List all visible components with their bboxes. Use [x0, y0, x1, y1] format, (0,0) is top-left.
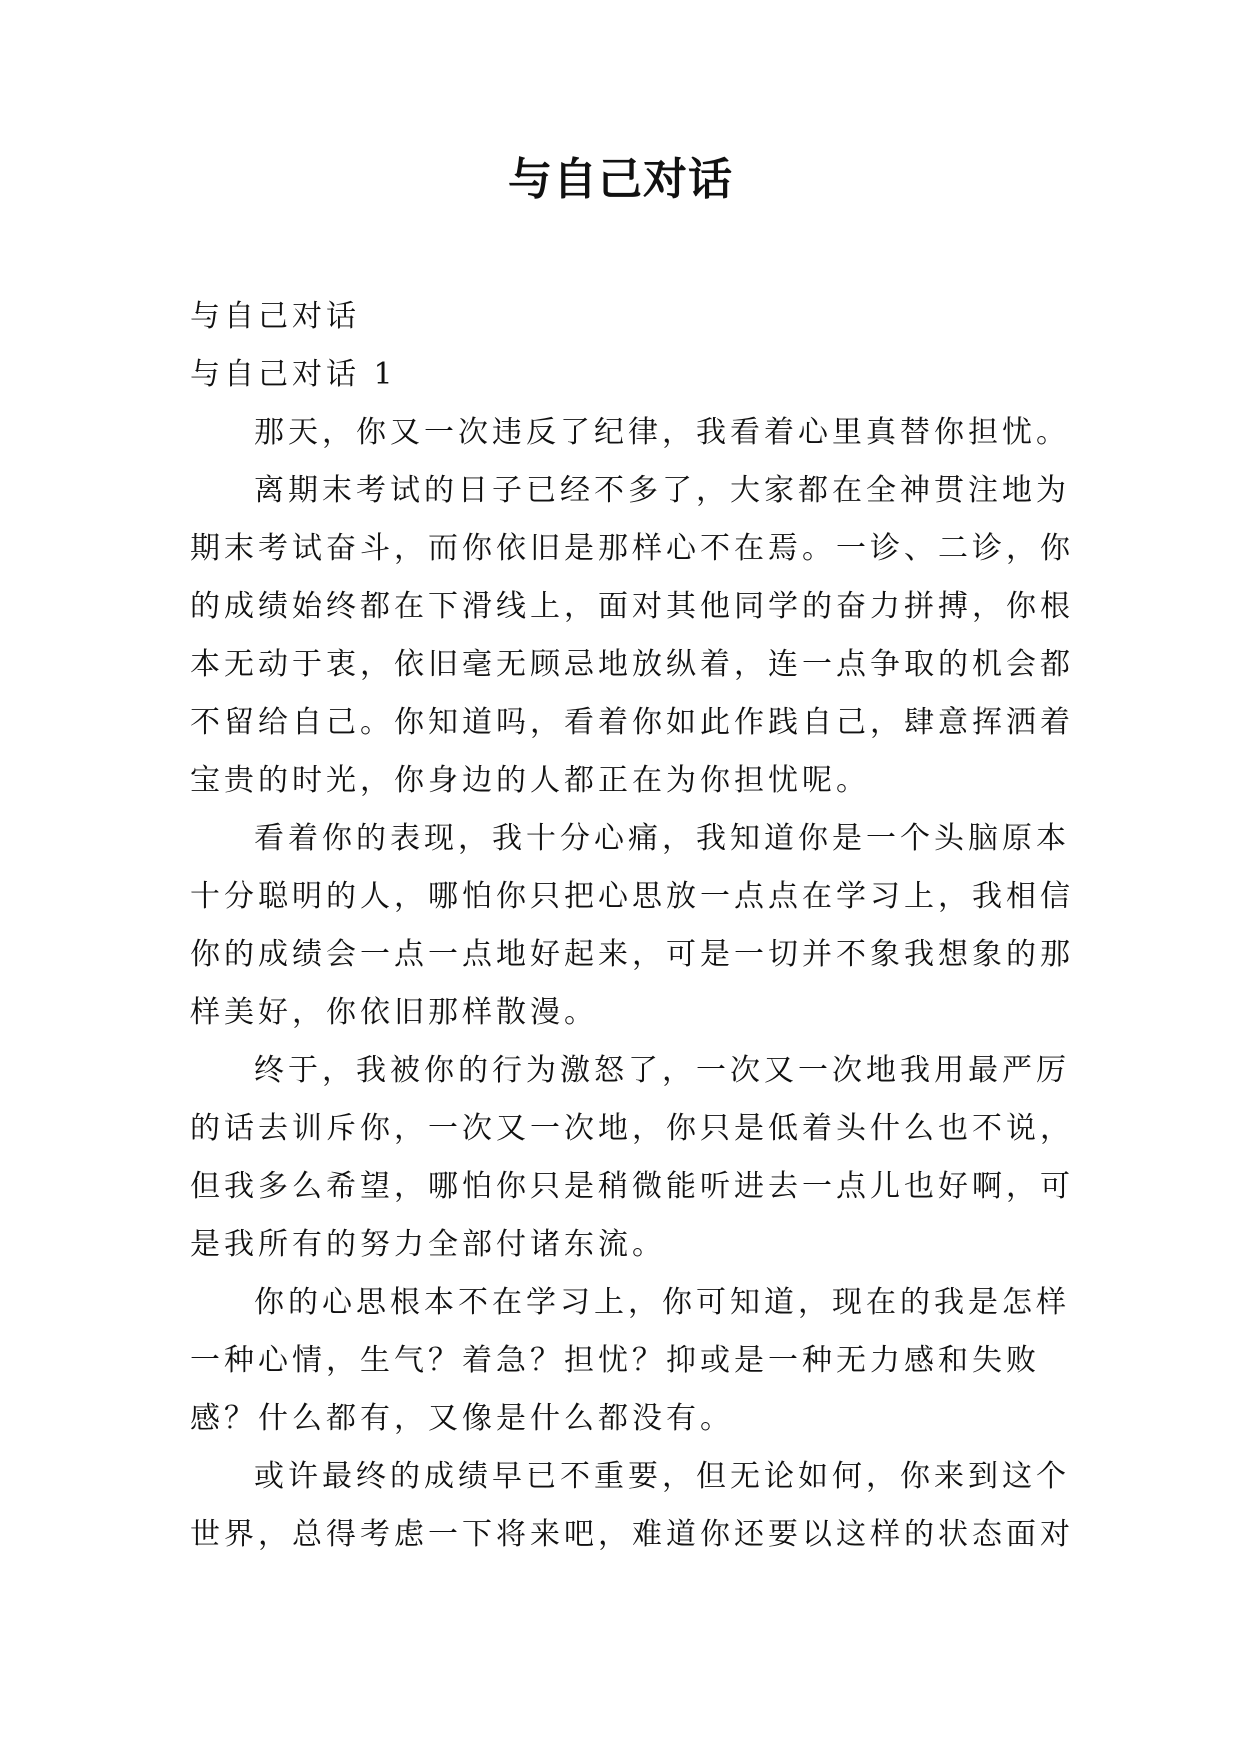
text-line: 但我多么希望，哪怕你只是稍微能听进去一点儿也好啊，可 — [190, 1169, 1074, 1204]
text-line: 样美好，你依旧那样散漫。 — [190, 995, 598, 1030]
text-line: 不留给自己。你知道吗，看着你如此作践自己，肆意挥洒着 — [190, 705, 1074, 740]
text-line: 一种心情，生气？着急？担忧？抑或是一种无力感和失败 — [190, 1343, 1040, 1378]
text-line: 的成绩始终都在下滑线上，面对其他同学的奋力拼搏，你根 — [190, 589, 1074, 624]
text-line: 感？什么都有，又像是什么都没有。 — [190, 1401, 734, 1436]
text-line: 或许最终的成绩早已不重要，但无论如何，你来到这个 — [254, 1459, 1070, 1494]
text-line: 的话去训斥你，一次又一次地，你只是低着头什么也不说， — [190, 1111, 1074, 1146]
text-line: 宝贵的时光，你身边的人都正在为你担忧呢。 — [190, 763, 870, 798]
text-line: 离期末考试的日子已经不多了，大家都在全神贯注地为 — [254, 473, 1070, 508]
text-line: 与自己对话 1 — [190, 357, 397, 392]
text-line: 你的心思根本不在学习上，你可知道，现在的我是怎样 — [254, 1285, 1070, 1320]
text-line: 是我所有的努力全部付诸东流。 — [190, 1227, 666, 1262]
text-line: 期末考试奋斗，而你依旧是那样心不在焉。一诊、二诊，你 — [190, 531, 1074, 566]
text-line: 本无动于衷，依旧毫无顾忌地放纵着，连一点争取的机会都 — [190, 647, 1074, 682]
text-line: 与自己对话 — [190, 299, 360, 334]
text-line: 世界，总得考虑一下将来吧，难道你还要以这样的状态面对 — [190, 1517, 1074, 1552]
text-line: 那天，你又一次违反了纪律，我看着心里真替你担忧。 — [254, 415, 1070, 450]
document-title: 与自己对话 — [508, 154, 733, 205]
text-line: 看着你的表现，我十分心痛，我知道你是一个头脑原本 — [254, 821, 1070, 856]
text-line: 十分聪明的人，哪怕你只把心思放一点点在学习上，我相信 — [190, 879, 1074, 914]
text-line: 你的成绩会一点一点地好起来，可是一切并不象我想象的那 — [190, 937, 1074, 972]
text-line: 终于，我被你的行为激怒了，一次又一次地我用最严厉 — [254, 1053, 1070, 1088]
document-body — [190, 288, 1074, 1564]
